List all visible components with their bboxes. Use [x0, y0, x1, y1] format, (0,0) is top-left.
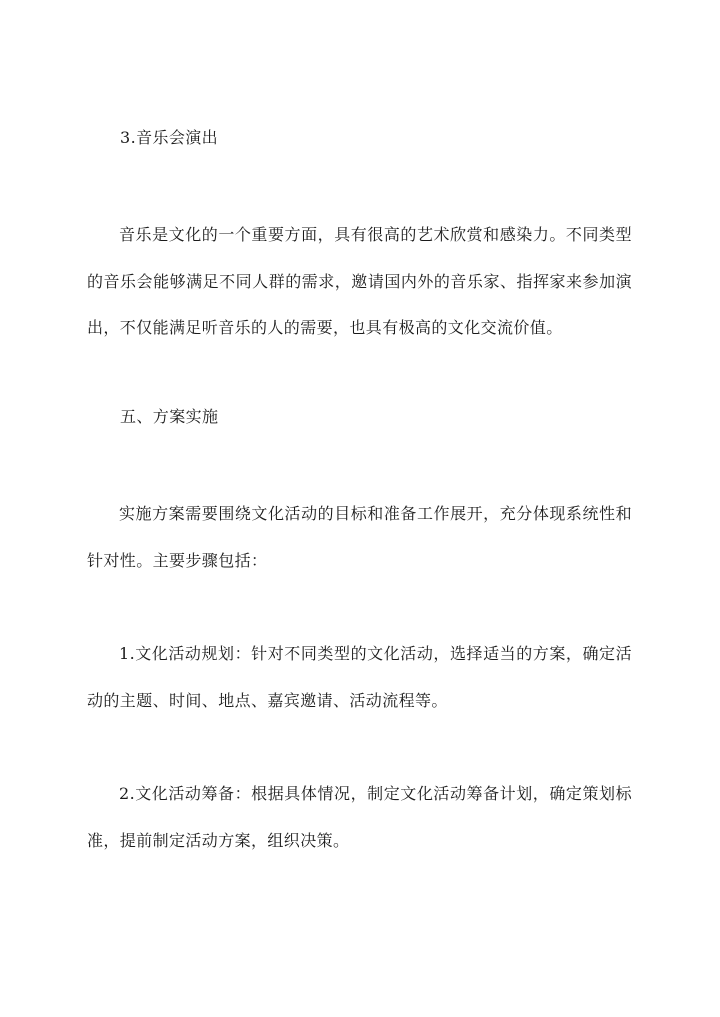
paragraph-implementation-intro: 实施方案需要围绕文化活动的目标和准备工作展开，充分体现系统性和针对性。主要步骤包括：: [87, 504, 632, 570]
section-heading-concert: 3.音乐会演出: [120, 128, 219, 147]
paragraph-step-2-preparation: 2.文化活动筹备：根据具体情况，制定文化活动筹备计划，确定策划标准，提前制定活动方案，组织决策。: [87, 784, 632, 850]
paragraph-step-1-planning: 1.文化活动规划：针对不同类型的文化活动，选择适当的方案，确定活动的主题、时间、地点、嘉宾邀请、活动流程等。: [87, 644, 632, 710]
paragraph-concert: 音乐是文化的一个重要方面，具有很高的艺术欣赏和感染力。不同类型的音乐会能够满足不同人群的需求，邀请国内外的音乐家、指挥家来参加演出，不仅能满足听音乐的人的需要，也具有极高的文化交流价值。: [87, 225, 632, 337]
section-heading-implementation: 五、方案实施: [120, 407, 219, 426]
